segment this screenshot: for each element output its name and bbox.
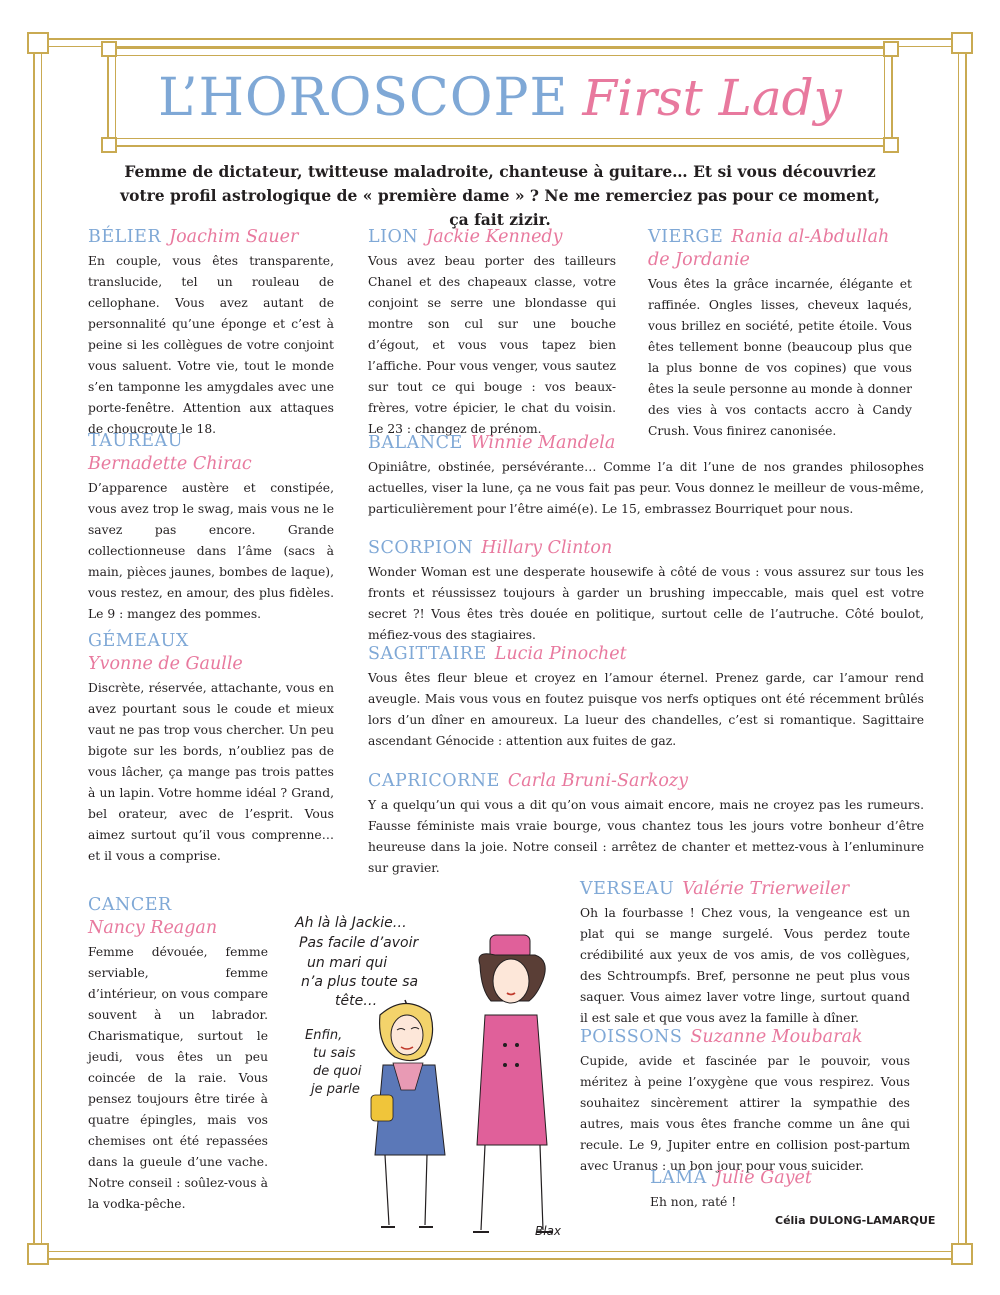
sign-name: BALANCE (368, 433, 463, 453)
frame-corner-ornament (951, 32, 973, 54)
sign-balance (368, 432, 924, 520)
sign-name: VERSEAU (580, 879, 675, 899)
cartoon-illustration (285, 905, 585, 1245)
sign-heading (580, 878, 910, 901)
first-lady-name: Lucia Pinochet (494, 644, 627, 664)
sign-name: GÉMEAUX (88, 631, 189, 651)
title-corner-ornament (101, 137, 117, 153)
title-script: First Lady (582, 69, 842, 127)
sign-text: Vous êtes fleur bleue et croyez en l’amour éternel. Prenez garde, car l’amour rend aveugle. Mais vous vous en foutez puisque vos nerfs optiques ont été récemment brûlés lors d’un dîner en amoureux. La lueur des chandelles, c’est si romantique. Sagittaire ascendant Génocide : attention aux fuites de gaz. (368, 671, 924, 748)
sign-name: TAUREAU (88, 431, 183, 451)
sign-text: Femme dévouée, femme serviable, femme d’intérieur, on vous compare souvent à un labrador. Charismatique, surtout le jeudi, vous êtes un peu coincée de la raie. Vous pensez toujours être tirée à quatre épingles, mais vos chemises ont été repassées dans la gueule d’une vache. Notre conseil : soûlez-vous à la vodka-pêche. (88, 945, 268, 1211)
sign-heading (368, 226, 616, 249)
jackie-figure (473, 935, 553, 1232)
first-lady-name: Jackie Kennedy (426, 227, 563, 247)
sign-heading (368, 537, 924, 560)
sign-lion (368, 226, 616, 440)
sign-heading (650, 1167, 850, 1190)
first-lady-name: Yvonne de Gaulle (88, 654, 243, 674)
sign-sagittaire (368, 643, 924, 752)
first-lady-name: Nancy Reagan (88, 918, 218, 938)
sign-text: Opiniâtre, obstinée, persévérante… Comme l’a dit l’une de nos grandes philosophes actuelles, viser la lune, ça ne vous fait pas peur. Vous donnez le meilleur de vous-même, particulièrement pour l’être aimé(e). Le 15, embrassez Bourriquet pour nous. (368, 460, 924, 516)
sign-text: Cupide, avide et fascinée par le pouvoir, vous méritez à peine l’oxygène que vous respirez. Vous souhaitez sincèrement attirer la sympathie des autres, mais vous êtes franche comme un âne qui recule. Le 9, Jupiter entre en collision post-partum avec Uranus : un bon jour pour vous suicider. (580, 1054, 910, 1173)
sign-text: Oh la fourbasse ! Chez vous, la vengeance est un plat qui se mange surgelé. Vous perdez toute crédibilité aux yeux de vos amis, de vos collègues, des Schtroumpfs. Bref, personne ne peut plus vous saquer. Vous aimez laver votre linge, surtout quand il est sale et que vous avez la famille à dîner. (580, 906, 910, 1025)
artist-signature: Blax (535, 1224, 562, 1238)
sign-heading (88, 894, 268, 940)
sign-cancer (88, 894, 268, 1215)
sign-name: POISSONS (580, 1027, 683, 1047)
sign-text: Vous avez beau porter des tailleurs Chanel et des chapeaux classe, votre conjoint se serre une blondasse qui montre son cul sur une bouche d’égout, et vous vous tapez bien l’affiche. Pour vous venger, vous sautez sur tout ce qui bouge : vos beaux-frères, votre épicier, le chat du voisin. Le 23 : changez de prénom. (368, 254, 616, 436)
sign-text: D’apparence austère et constipée, vous avez trop le swag, mais vous ne le savez pas encore. Grande collectionneuse dans l’âme (sacs à main, pièces jaunes, bombes de laque), vous restez, en amour, des plus fidèles. Le 9 : mangez des pommes. (88, 481, 334, 621)
sign-heading (368, 432, 924, 455)
speech-bubble-reply (305, 1028, 362, 1097)
sign-gemeaux (88, 630, 334, 867)
first-lady-name: Bernadette Chirac (88, 454, 252, 474)
sign-text: Vous êtes la grâce incarnée, élégante et raffinée. Ongles lisses, cheveux laqués, vous brillez en société, petite étoile. Vous êtes tellement bonne (beaucoup plus que la plus bonne de vos copines) que vous êtes la seule personne au monde à donner des vies à vos contacts accro à Candy Crush. Vous finirez canonisée. (648, 277, 912, 438)
first-lady-name: Joachim Sauer (169, 227, 299, 247)
sign-heading (88, 430, 334, 476)
bubble-line: je parle (311, 1082, 360, 1097)
bubble-line: de quoi (313, 1064, 362, 1079)
first-lady-name: Winnie Mandela (470, 433, 616, 453)
title-corner-ornament (883, 41, 899, 57)
sign-heading (88, 226, 334, 249)
intro-text: Femme de dictateur, twitteuse maladroite, chanteuse à guitare… Et si vous découvriez votre profil astrologique de « première dame » ? Ne me remerciez pas pour ce moment, ça fait zizir. (120, 162, 880, 229)
title-main: L’HOROSCOPE (158, 68, 569, 128)
sign-text: Discrète, réservée, attachante, vous en avez pourtant sous le coude et mieux vaut ne pas trop vous chercher. Un peu bigote sur les bords, n’oubliez pas de vous lâcher, ça mange pas trois pattes à un lapin. Votre homme idéal ? Grand, bel orateur, avec de l’esprit. Vous aimez surtout qu’il vous comprenne… et il vous a comprise. (88, 681, 334, 863)
sign-heading (88, 630, 334, 676)
blonde-woman-figure (371, 1003, 445, 1227)
frame-corner-ornament (27, 32, 49, 54)
sign-scorpion (368, 537, 924, 646)
sign-vierge (648, 226, 912, 442)
sign-verseau (580, 878, 910, 1029)
bubble-line: Ah là là Jackie… (295, 915, 407, 931)
sign-name: LION (368, 227, 419, 247)
sign-heading (580, 1026, 910, 1049)
sign-heading (368, 770, 924, 793)
first-lady-name: Carla Bruni-Sarkozy (507, 771, 688, 791)
bubble-line: tête… (335, 993, 378, 1009)
sign-belier (88, 226, 334, 440)
sign-text: Wonder Woman est une desperate housewife à côté de vous : vous assurez sur tous les fronts et réussissez toujours à garder un brushing impeccable, mais quel est votre secret ?! Vous êtes très douée en politique, surtout celle de l’autruche. Côté boulot, méfiez-vous des stagiaires. (368, 565, 924, 642)
frame-corner-ornament (951, 1243, 973, 1265)
first-lady-name: Hillary Clinton (481, 538, 613, 558)
sign-text: Eh non, raté ! (650, 1195, 737, 1209)
page-title (0, 68, 1000, 128)
frame-corner-ornament (27, 1243, 49, 1265)
sign-name: CAPRICORNE (368, 771, 500, 791)
sign-name: BÉLIER (88, 227, 162, 247)
bubble-line: tu sais (313, 1046, 356, 1061)
sign-name: SAGITTAIRE (368, 644, 487, 664)
sign-poissons (580, 1026, 910, 1177)
bubble-line: Enfin, (305, 1028, 343, 1043)
sign-text: Y a quelqu’un qui vous a dit qu’on vous aimait encore, mais ne croyez pas les rumeurs. Fausse féministe mais vraie bourge, vous chantez tous les jours votre bonheur d’être heureuse dans la joie. Notre conseil : arrêtez de chanter et mettez-vous à l’enluminure sur gravier. (368, 798, 924, 875)
first-lady-name: Julie Gayet (714, 1168, 812, 1188)
speech-bubble-jackie (294, 915, 419, 1009)
bubble-line: n’a plus toute sa (301, 974, 419, 990)
title-corner-ornament (101, 41, 117, 57)
sign-name: CANCER (88, 895, 172, 915)
sign-heading (648, 226, 912, 272)
sign-name: LAMA (650, 1168, 707, 1188)
title-corner-ornament (883, 137, 899, 153)
author-credit: Célia DULONG-LAMARQUE (775, 1214, 936, 1227)
sign-taureau (88, 430, 334, 625)
sign-text: En couple, vous êtes transparente, translucide, tel un rouleau de cellophane. Vous avez autant de personnalité qu’une éponge et c’est à peine si les collègues de votre conjoint vous saluent. Votre vie, tout le monde s’en tamponne les amygdales avec une porte-fenêtre. Attention aux attaques de choucroute le 18. (88, 254, 334, 436)
sign-name: SCORPION (368, 538, 474, 558)
sign-capricorne (368, 770, 924, 879)
sign-heading (368, 643, 924, 666)
bubble-line: Pas facile d’avoir (299, 935, 419, 951)
bubble-line: un mari qui (307, 955, 388, 971)
first-lady-name: Valérie Trierweiler (682, 879, 850, 899)
first-lady-name: Suzanne Moubarak (690, 1027, 863, 1047)
sign-name: VIERGE (648, 227, 724, 247)
first-lady-name: Rania al-Abdullah de Jordanie (648, 227, 890, 270)
sign-lama (650, 1167, 850, 1213)
